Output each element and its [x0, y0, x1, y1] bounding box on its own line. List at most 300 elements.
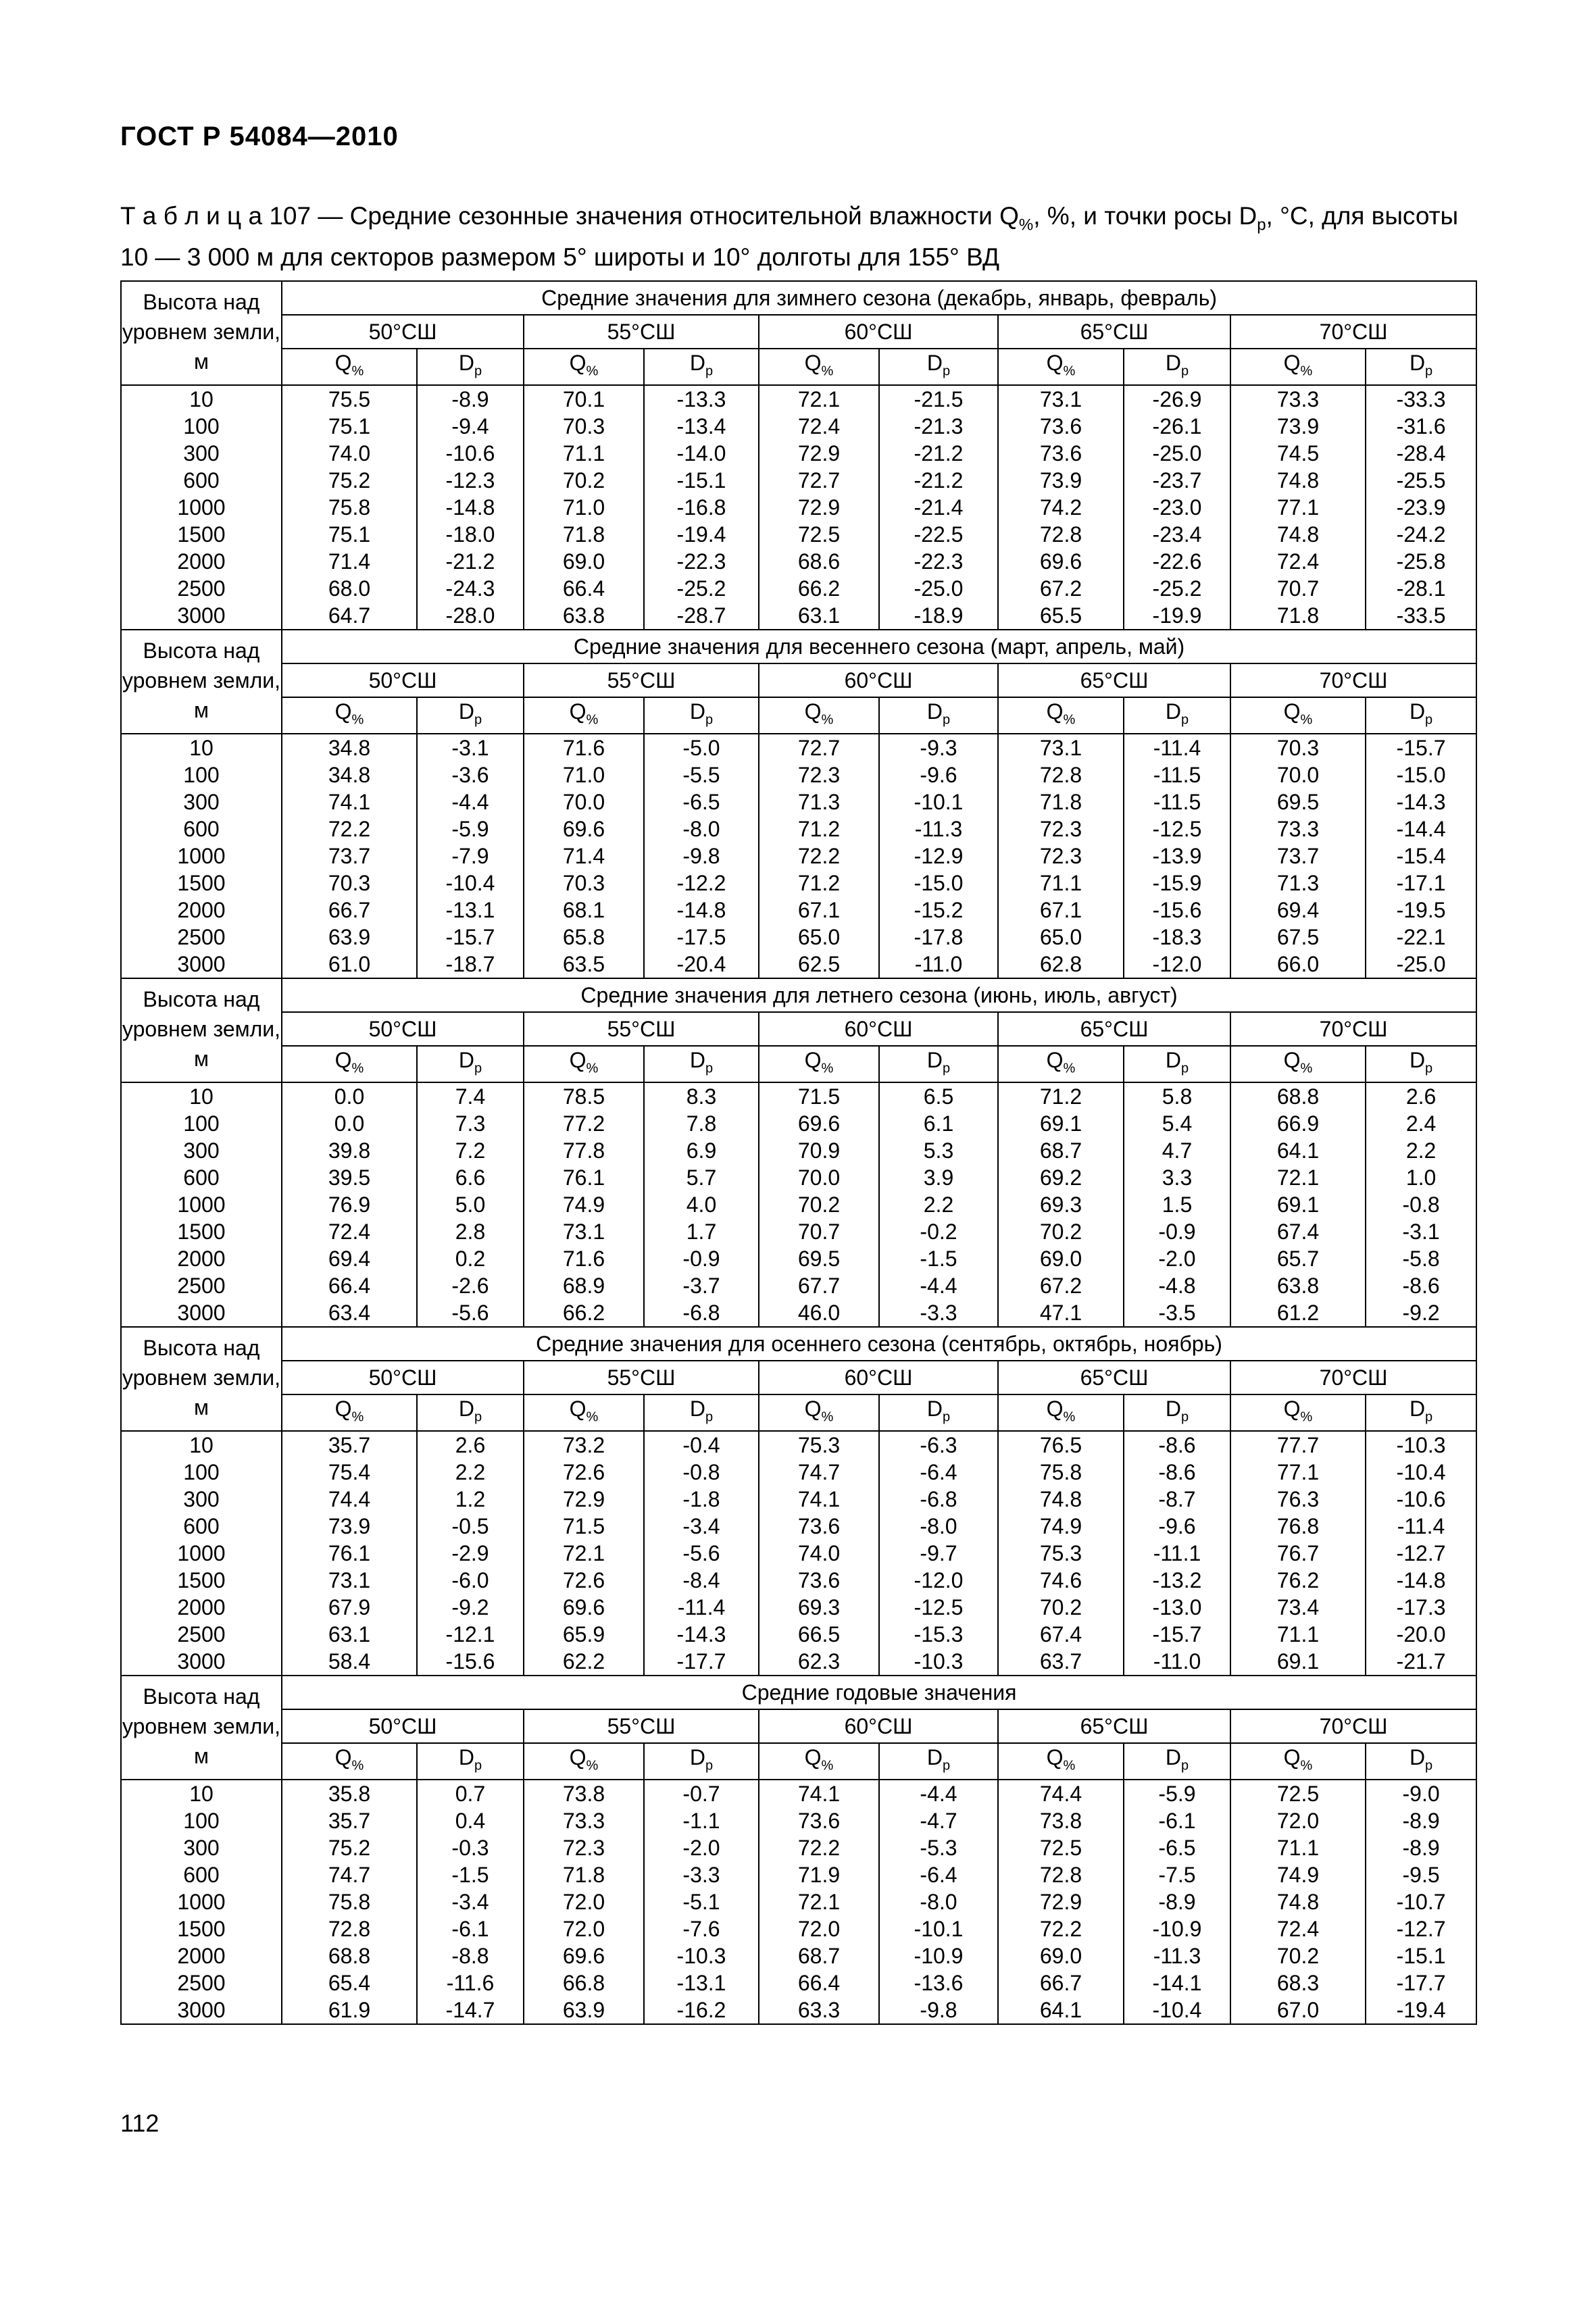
- humidity-cell: 72.2: [759, 842, 879, 870]
- dew-point-cell: -13.4: [644, 413, 759, 440]
- humidity-cell: 70.3: [524, 413, 644, 440]
- humidity-cell: 67.9: [282, 1594, 417, 1621]
- dew-point-header: [417, 1046, 524, 1082]
- caption-mid: , %, и точки росы D: [1033, 202, 1257, 230]
- height-cell: 1500: [121, 1915, 282, 1942]
- height-cell: 1000: [121, 1191, 282, 1218]
- table-row: [121, 1459, 1476, 1486]
- dew-point-cell: -5.0: [644, 734, 759, 761]
- q-label: Q: [334, 1047, 352, 1072]
- dew-point-header: [879, 1394, 998, 1431]
- q-percent-header: [524, 1743, 644, 1780]
- humidity-cell: 77.1: [1230, 1459, 1366, 1486]
- dew-point-cell: -18.7: [417, 951, 524, 978]
- dew-point-cell: -13.1: [417, 897, 524, 924]
- d-sub: p: [942, 363, 951, 379]
- season-title: Средние годовые значения: [282, 1676, 1476, 1709]
- dew-point-cell: -15.6: [1124, 897, 1230, 924]
- dew-point-cell: -14.8: [1366, 1567, 1476, 1594]
- dew-point-cell: 5.7: [644, 1164, 759, 1191]
- humidity-cell: 74.8: [1230, 1888, 1366, 1915]
- dew-point-cell: -24.2: [1366, 521, 1476, 548]
- humidity-cell: 69.1: [1230, 1648, 1366, 1676]
- dew-point-cell: -12.7: [1366, 1915, 1476, 1942]
- q-sub: %: [351, 712, 364, 728]
- dew-point-cell: -14.0: [644, 440, 759, 467]
- latitude-header: 50°СШ: [282, 1012, 524, 1046]
- dew-point-cell: -15.0: [1366, 761, 1476, 788]
- dew-point-cell: -6.4: [879, 1459, 998, 1486]
- humidity-cell: 66.2: [759, 575, 879, 602]
- humidity-cell: 74.8: [998, 1486, 1124, 1513]
- dew-point-cell: -0.7: [644, 1780, 759, 1807]
- dew-point-cell: -18.3: [1124, 924, 1230, 951]
- latitude-row: [121, 315, 1476, 349]
- q-sub: %: [351, 1409, 364, 1425]
- dew-point-cell: 0.2: [417, 1245, 524, 1272]
- dew-point-cell: -10.6: [1366, 1486, 1476, 1513]
- dew-point-cell: -22.5: [879, 521, 998, 548]
- table-row: [121, 494, 1476, 521]
- d-label: D: [1165, 699, 1181, 724]
- d-sub: p: [942, 1409, 951, 1425]
- humidity-cell: 72.5: [759, 521, 879, 548]
- dew-point-header: [644, 1394, 759, 1431]
- d-label: D: [926, 350, 943, 375]
- dew-point-cell: -23.0: [1124, 494, 1230, 521]
- dew-point-cell: -9.2: [1366, 1299, 1476, 1327]
- table-row: [121, 1648, 1476, 1676]
- humidity-cell: 76.1: [524, 1164, 644, 1191]
- latitude-row: [121, 1012, 1476, 1046]
- latitude-header: 50°СШ: [282, 663, 524, 697]
- humidity-cell: 69.4: [282, 1245, 417, 1272]
- dew-point-cell: -12.2: [644, 870, 759, 897]
- dew-point-cell: -20.4: [644, 951, 759, 978]
- dew-point-cell: -9.2: [417, 1594, 524, 1621]
- humidity-cell: 69.0: [998, 1245, 1124, 1272]
- q-sub: %: [821, 1061, 834, 1076]
- table-row: [121, 1191, 1476, 1218]
- caption-sub-p: p: [1257, 216, 1266, 234]
- humidity-cell: 66.5: [759, 1621, 879, 1648]
- humidity-cell: 74.2: [998, 494, 1124, 521]
- q-label: Q: [1283, 1396, 1301, 1421]
- dew-point-cell: -4.7: [879, 1807, 998, 1834]
- height-cell: 100: [121, 413, 282, 440]
- dew-point-cell: -8.6: [1124, 1459, 1230, 1486]
- humidity-cell: 70.9: [759, 1137, 879, 1164]
- dew-point-cell: 3.9: [879, 1164, 998, 1191]
- latitude-header: 65°СШ: [998, 1361, 1230, 1394]
- q-label: Q: [1046, 1744, 1064, 1769]
- humidity-cell: 70.2: [524, 467, 644, 494]
- humidity-cell: 69.5: [1230, 788, 1366, 815]
- q-sub: %: [586, 1061, 599, 1076]
- dew-point-cell: -6.8: [644, 1299, 759, 1327]
- humidity-cell: 62.2: [524, 1648, 644, 1676]
- humidity-cell: 72.4: [1230, 548, 1366, 575]
- table-row: [121, 951, 1476, 978]
- dew-point-cell: -12.0: [879, 1567, 998, 1594]
- table-caption: [120, 200, 1478, 274]
- q-sub: %: [821, 1758, 834, 1774]
- humidity-cell: 63.7: [998, 1648, 1124, 1676]
- dew-point-header: [1366, 1046, 1476, 1082]
- dew-point-cell: -7.6: [644, 1915, 759, 1942]
- height-cell: 3000: [121, 1648, 282, 1676]
- q-percent-header: [524, 349, 644, 385]
- q-percent-header: [998, 1743, 1124, 1780]
- height-cell: 300: [121, 1137, 282, 1164]
- humidity-cell: 71.8: [524, 521, 644, 548]
- dew-point-cell: 5.0: [417, 1191, 524, 1218]
- q-sub: %: [1063, 712, 1076, 728]
- humidity-cell: 72.8: [998, 1861, 1124, 1888]
- humidity-cell: 75.3: [998, 1540, 1124, 1567]
- humidity-cell: 72.5: [1230, 1780, 1366, 1807]
- humidity-cell: 71.3: [1230, 870, 1366, 897]
- latitude-header: 60°СШ: [759, 1361, 998, 1394]
- dew-point-cell: -9.4: [417, 413, 524, 440]
- humidity-cell: 72.3: [524, 1834, 644, 1861]
- humidity-cell: 68.6: [759, 548, 879, 575]
- dew-point-cell: -25.0: [879, 575, 998, 602]
- humidity-cell: 77.1: [1230, 494, 1366, 521]
- d-sub: p: [1180, 712, 1189, 728]
- dew-point-cell: -15.1: [1366, 1942, 1476, 1969]
- dew-point-cell: -17.8: [879, 924, 998, 951]
- dew-point-header: [1366, 1394, 1476, 1431]
- humidity-cell: 39.8: [282, 1137, 417, 1164]
- humidity-cell: 69.6: [524, 815, 644, 842]
- humidity-cell: 74.9: [1230, 1861, 1366, 1888]
- humidity-cell: 72.1: [1230, 1164, 1366, 1191]
- humidity-cell: 69.5: [759, 1245, 879, 1272]
- humidity-cell: 71.4: [282, 548, 417, 575]
- humidity-cell: 76.1: [282, 1540, 417, 1567]
- latitude-header: 55°СШ: [524, 1012, 759, 1046]
- humidity-cell: 68.1: [524, 897, 644, 924]
- dew-point-header: [1124, 349, 1230, 385]
- height-cell: 2000: [121, 1942, 282, 1969]
- q-sub: %: [1063, 1409, 1076, 1425]
- height-header: Высота над уровнем земли, м: [121, 978, 282, 1082]
- dew-point-cell: -20.0: [1366, 1621, 1476, 1648]
- dew-point-cell: -15.9: [1124, 870, 1230, 897]
- dew-point-cell: -25.8: [1366, 548, 1476, 575]
- dew-point-cell: -17.5: [644, 924, 759, 951]
- humidity-cell: 66.8: [524, 1969, 644, 1996]
- dew-point-cell: -15.3: [879, 1621, 998, 1648]
- dew-point-header: [1124, 697, 1230, 734]
- d-label: D: [689, 350, 705, 375]
- dew-point-cell: -8.7: [1124, 1486, 1230, 1513]
- dew-point-cell: -24.3: [417, 575, 524, 602]
- humidity-cell: 64.7: [282, 602, 417, 630]
- humidity-cell: 71.9: [759, 1861, 879, 1888]
- table-row: [121, 1861, 1476, 1888]
- subheader-row: [121, 697, 1476, 734]
- humidity-cell: 72.0: [524, 1915, 644, 1942]
- table-row: [121, 1272, 1476, 1299]
- dew-point-cell: -14.7: [417, 1996, 524, 2024]
- dew-point-cell: -1.5: [879, 1245, 998, 1272]
- q-percent-header: [1230, 1394, 1366, 1431]
- humidity-cell: 73.1: [282, 1567, 417, 1594]
- dew-point-header: [644, 1046, 759, 1082]
- q-label: Q: [1046, 1047, 1064, 1072]
- height-cell: 10: [121, 1431, 282, 1459]
- height-cell: 600: [121, 1861, 282, 1888]
- humidity-cell: 72.1: [524, 1540, 644, 1567]
- latitude-row: [121, 1709, 1476, 1743]
- subheader-row: [121, 1743, 1476, 1780]
- dew-point-cell: -7.9: [417, 842, 524, 870]
- d-label: D: [1409, 1047, 1426, 1072]
- season-header-row: [121, 630, 1476, 663]
- dew-point-cell: -0.3: [417, 1834, 524, 1861]
- humidity-cell: 75.8: [998, 1459, 1124, 1486]
- height-cell: 10: [121, 1082, 282, 1110]
- humidity-cell: 69.1: [1230, 1191, 1366, 1218]
- height-cell: 100: [121, 1459, 282, 1486]
- humidity-cell: 72.0: [759, 1915, 879, 1942]
- q-sub: %: [1300, 712, 1313, 728]
- humidity-cell: 62.3: [759, 1648, 879, 1676]
- dew-point-cell: -19.5: [1366, 897, 1476, 924]
- dew-point-cell: -4.4: [417, 788, 524, 815]
- dew-point-cell: -13.6: [879, 1969, 998, 1996]
- dew-point-cell: -1.5: [417, 1861, 524, 1888]
- q-label: Q: [1046, 699, 1064, 724]
- q-sub: %: [821, 1409, 834, 1425]
- latitude-header: 70°СШ: [1230, 315, 1476, 349]
- dew-point-cell: -2.0: [1124, 1245, 1230, 1272]
- humidity-cell: 61.2: [1230, 1299, 1366, 1327]
- dew-point-cell: 0.4: [417, 1807, 524, 1834]
- humidity-cell: 66.2: [524, 1299, 644, 1327]
- dew-point-cell: -31.6: [1366, 413, 1476, 440]
- dew-point-header: [1366, 349, 1476, 385]
- humidity-cell: 71.1: [524, 440, 644, 467]
- d-label: D: [458, 1744, 474, 1769]
- height-cell: 2000: [121, 548, 282, 575]
- dew-point-cell: -15.6: [417, 1648, 524, 1676]
- dew-point-cell: -13.1: [644, 1969, 759, 1996]
- q-label: Q: [569, 1047, 587, 1072]
- q-label: Q: [334, 1396, 352, 1421]
- d-label: D: [689, 1047, 705, 1072]
- d-label: D: [926, 1396, 943, 1421]
- dew-point-cell: -0.8: [1366, 1191, 1476, 1218]
- dew-point-cell: -12.5: [879, 1594, 998, 1621]
- dew-point-cell: -21.2: [879, 467, 998, 494]
- d-sub: p: [1180, 363, 1189, 379]
- latitude-header: 70°СШ: [1230, 1361, 1476, 1394]
- humidity-cell: 67.1: [759, 897, 879, 924]
- latitude-header: 65°СШ: [998, 315, 1230, 349]
- q-label: Q: [1283, 350, 1301, 375]
- dew-point-cell: -3.1: [1366, 1218, 1476, 1245]
- height-cell: 2500: [121, 575, 282, 602]
- dew-point-cell: -13.3: [644, 385, 759, 413]
- dew-point-cell: -3.4: [417, 1888, 524, 1915]
- dew-point-cell: -11.4: [1366, 1513, 1476, 1540]
- humidity-cell: 72.3: [759, 761, 879, 788]
- dew-point-cell: -15.4: [1366, 842, 1476, 870]
- q-label: Q: [334, 699, 352, 724]
- q-label: Q: [804, 1396, 822, 1421]
- q-percent-header: [282, 1394, 417, 1431]
- humidity-cell: 71.1: [1230, 1621, 1366, 1648]
- season-title: Средние значения для зимнего сезона (декабрь, январь, февраль): [282, 281, 1476, 315]
- q-percent-header: [282, 349, 417, 385]
- d-sub: p: [474, 363, 482, 379]
- dew-point-cell: -3.3: [879, 1299, 998, 1327]
- humidity-cell: 76.7: [1230, 1540, 1366, 1567]
- humidity-cell: 72.8: [998, 521, 1124, 548]
- humidity-cell: 71.3: [759, 788, 879, 815]
- height-header: Высота над уровнем земли, м: [121, 1327, 282, 1431]
- humidity-cell: 70.7: [1230, 575, 1366, 602]
- dew-point-cell: -5.9: [1124, 1780, 1230, 1807]
- height-cell: 2000: [121, 1594, 282, 1621]
- dew-point-cell: -9.5: [1366, 1861, 1476, 1888]
- dew-point-cell: -8.0: [879, 1513, 998, 1540]
- q-percent-header: [1230, 1743, 1366, 1780]
- q-percent-header: [1230, 1046, 1366, 1082]
- q-label: Q: [569, 699, 587, 724]
- q-sub: %: [1300, 1758, 1313, 1774]
- dew-point-cell: 4.7: [1124, 1137, 1230, 1164]
- humidity-cell: 72.4: [282, 1218, 417, 1245]
- dew-point-cell: -10.3: [1366, 1431, 1476, 1459]
- q-label: Q: [1046, 1396, 1064, 1421]
- humidity-cell: 65.4: [282, 1969, 417, 1996]
- humidity-cell: 72.7: [759, 467, 879, 494]
- d-label: D: [458, 1396, 474, 1421]
- humidity-cell: 61.9: [282, 1996, 417, 2024]
- d-sub: p: [474, 1409, 482, 1425]
- dew-point-cell: -15.0: [879, 870, 998, 897]
- dew-point-header: [1366, 697, 1476, 734]
- table-row: [121, 548, 1476, 575]
- q-sub: %: [1300, 1061, 1313, 1076]
- table-row: [121, 1567, 1476, 1594]
- humidity-cell: 72.2: [282, 815, 417, 842]
- dew-point-cell: -26.9: [1124, 385, 1230, 413]
- humidity-cell: 71.2: [759, 815, 879, 842]
- q-label: Q: [334, 1744, 352, 1769]
- caption-rest: , °C, для высоты: [1266, 202, 1459, 230]
- height-cell: 2500: [121, 1969, 282, 1996]
- humidity-cell: 73.3: [1230, 815, 1366, 842]
- latitude-header: 65°СШ: [998, 663, 1230, 697]
- dew-point-cell: -6.5: [644, 788, 759, 815]
- humidity-cell: 71.6: [524, 734, 644, 761]
- humidity-cell: 75.5: [282, 385, 417, 413]
- d-sub: p: [942, 1758, 951, 1774]
- dew-point-cell: -7.5: [1124, 1861, 1230, 1888]
- dew-point-cell: -0.5: [417, 1513, 524, 1540]
- humidity-cell: 67.7: [759, 1272, 879, 1299]
- q-percent-header: [282, 1046, 417, 1082]
- subheader-row: [121, 349, 1476, 385]
- dew-point-cell: -5.9: [417, 815, 524, 842]
- humidity-cell: 66.9: [1230, 1110, 1366, 1137]
- dew-point-cell: -9.0: [1366, 1780, 1476, 1807]
- dew-point-cell: -8.6: [1124, 1431, 1230, 1459]
- d-label: D: [1165, 1047, 1181, 1072]
- q-label: Q: [334, 350, 352, 375]
- humidity-cell: 78.5: [524, 1082, 644, 1110]
- table-row: [121, 440, 1476, 467]
- table-row: [121, 1164, 1476, 1191]
- d-label: D: [1165, 1744, 1181, 1769]
- height-cell: 1000: [121, 842, 282, 870]
- dew-point-cell: -8.4: [644, 1567, 759, 1594]
- table-row: [121, 413, 1476, 440]
- humidity-cell: 68.3: [1230, 1969, 1366, 1996]
- dew-point-cell: -15.1: [644, 467, 759, 494]
- dew-point-cell: -5.3: [879, 1834, 998, 1861]
- dew-point-cell: -21.3: [879, 413, 998, 440]
- humidity-cell: 70.7: [759, 1218, 879, 1245]
- dew-point-cell: 7.4: [417, 1082, 524, 1110]
- d-label: D: [1409, 1396, 1426, 1421]
- caption-line2: 10 — 3 000 м для секторов размером 5° широты и 10° долготы для 155° ВД: [120, 243, 1000, 272]
- humidity-cell: 72.6: [524, 1459, 644, 1486]
- humidity-cell: 73.6: [998, 440, 1124, 467]
- dew-point-header: [417, 697, 524, 734]
- dew-point-cell: -6.0: [417, 1567, 524, 1594]
- dew-point-cell: -25.5: [1366, 467, 1476, 494]
- season-header-row: [121, 978, 1476, 1012]
- dew-point-cell: -9.8: [644, 842, 759, 870]
- season-header-row: [121, 1327, 1476, 1361]
- table-row: [121, 602, 1476, 630]
- q-label: Q: [804, 699, 822, 724]
- humidity-cell: 68.0: [282, 575, 417, 602]
- table-row: [121, 842, 1476, 870]
- dew-point-cell: 5.4: [1124, 1110, 1230, 1137]
- height-cell: 600: [121, 1164, 282, 1191]
- dew-point-cell: -22.3: [879, 548, 998, 575]
- document-header: ГОСТ Р 54084—2010: [120, 122, 399, 151]
- humidity-cell: 70.2: [759, 1191, 879, 1218]
- humidity-cell: 67.5: [1230, 924, 1366, 951]
- dew-point-cell: -3.1: [417, 734, 524, 761]
- humidity-cell: 76.2: [1230, 1567, 1366, 1594]
- humidity-cell: 73.2: [524, 1431, 644, 1459]
- table-row: [121, 467, 1476, 494]
- height-header: Высота над уровнем земли, м: [121, 630, 282, 734]
- humidity-cell: 70.2: [998, 1594, 1124, 1621]
- dew-point-cell: -17.7: [1366, 1969, 1476, 1996]
- humidity-cell: 72.4: [1230, 1915, 1366, 1942]
- dew-point-cell: -10.4: [1366, 1459, 1476, 1486]
- q-percent-header: [759, 1046, 879, 1082]
- caption-sub-percent: %: [1018, 216, 1034, 234]
- humidity-cell: 73.6: [759, 1807, 879, 1834]
- humidity-cell: 71.2: [759, 870, 879, 897]
- humidity-cell: 74.5: [1230, 440, 1366, 467]
- q-sub: %: [1300, 1409, 1313, 1425]
- d-sub: p: [1425, 363, 1433, 379]
- q-percent-header: [998, 697, 1124, 734]
- d-sub: p: [1425, 1758, 1433, 1774]
